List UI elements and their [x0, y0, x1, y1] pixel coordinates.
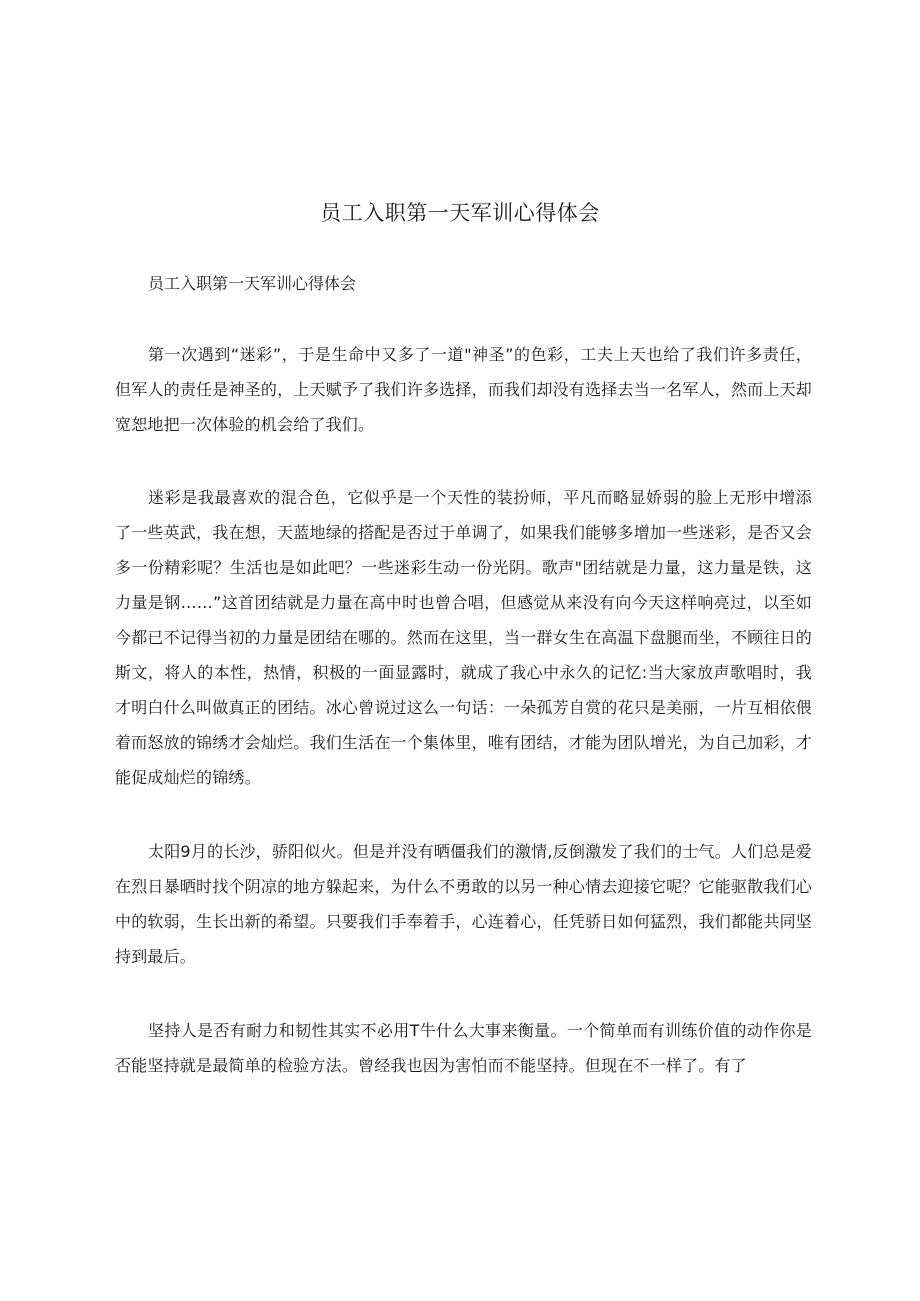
document-title: 员工入职第一天军训心得体会 — [320, 201, 600, 225]
paragraph: 坚持人是否有耐力和韧性其实不必用T牛什么大事来衡量。一个简单而有训练价值的动作你是否能坚持就是最简单的检验方法。曾经我也因为害怕而不能坚持。但现在不一样了。有了 — [115, 1021, 812, 1075]
paragraph: 太阳9月的长沙，骄阳似火。但是并没有晒僵我们的激情,反倒激发了我们的士气。人们总是爱在烈日暴晒时找个阴凉的地方躲起来，为什么不勇敢的以另一种心情去迎接它呢？它能驱散我们心中的软弱，生长出新的希望。只要我们手奉着手，心连着心，任凭骄日如何猛烈，我们都能共同坚持到最后。 — [115, 842, 812, 966]
paragraph: 迷彩是我最喜欢的混合色，它似乎是一个天性的装扮师，平凡而略显娇弱的脸上无形中增添了一些英武，我在想，天蓝地绿的搭配是否过于单调了，如果我们能够多增加一些迷彩，是否又会多一份精彩呢？生活也是如此吧？一些迷彩生动一份光阴。歌声"团结就是力量，这力量是铁，这力量是钢……”这首团结就是力量在高中时也曾合唱，但感觉从来没有向今天这样响亮过，以至如今都已不记得当初的力量是团结在哪的。然而在这里，当一群女生在高温下盘腿而坐，不顾往日的斯文，将人的本性，热情，积极的一面显露时，就成了我心中永久的记忆:当大家放声歌唱时，我才明白什么叫做真正的团结。冰心曾说过这么一句话：一朵孤芳自赏的花只是美丽，一片互相依偎着而怒放的锦绣才会灿烂。我们生活在一个集体里，唯有团结，才能为团队增光，为自己加彩，才能促成灿烂的锦绣。 — [115, 488, 812, 787]
document-subtitle: 员工入职第一天军训心得体会 — [148, 274, 357, 293]
paragraph: 第一次遇到“迷彩”，于是生命中又多了一道"神圣”的色彩，工夫上天也给了我们许多责任，但军人的责任是神圣的，上天赋予了我们许多选择，而我们却没有选择去当一名军人，然而上天却宽恕地把一次体验的机会给了我们。 — [115, 345, 812, 434]
